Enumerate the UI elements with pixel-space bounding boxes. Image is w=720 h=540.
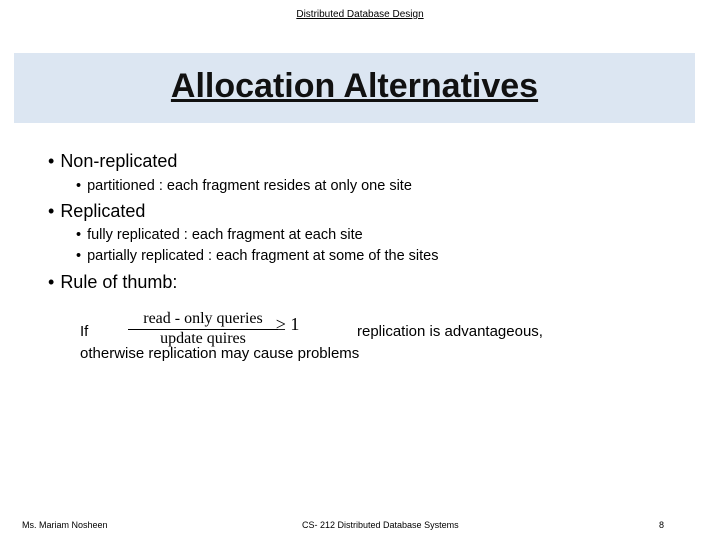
bullet-dot: • (48, 151, 55, 171)
rule-conclusion: replication is advantageous, (357, 323, 543, 340)
fraction-numerator: read - only queries (128, 310, 278, 330)
bullet-dot: • (76, 178, 82, 194)
footer-page-number: 8 (659, 520, 665, 530)
sub-bullet-text: partially replicated : each fragment at some of the sites (87, 248, 439, 264)
if-label: If (80, 323, 89, 340)
bullet-text: Rule of thumb: (60, 272, 178, 292)
bullet-text: Non-replicated (60, 151, 178, 171)
header-course-title: Distributed Database Design (296, 9, 424, 20)
bullet-dot: • (48, 201, 55, 221)
bullet-dot: • (76, 248, 82, 264)
bullet-replicated (48, 201, 145, 222)
bullet-dot: • (76, 227, 82, 243)
title-band (14, 53, 695, 123)
sub-bullet-text: partitioned : each fragment resides at only one site (87, 178, 412, 194)
bullet-text: Replicated (60, 201, 146, 221)
bullet-dot: • (48, 272, 55, 292)
footer-author: Ms. Mariam Nosheen (22, 520, 108, 530)
sub-bullet-text: fully replicated : each fragment at each site (87, 227, 363, 243)
slide-title: Allocation Alternatives (170, 67, 539, 105)
bullet-non-replicated (48, 151, 177, 172)
relation-geq-one: ≥ 1 (276, 314, 300, 334)
footer-course: CS- 212 Distributed Database Systems (302, 520, 459, 530)
sub-bullet-partitioned (76, 178, 412, 194)
sub-bullet-fully-replicated (76, 227, 363, 243)
ratio-fraction (128, 310, 278, 348)
sub-bullet-partially-replicated (76, 248, 438, 264)
bullet-rule-of-thumb (48, 272, 177, 293)
fraction-denominator: update quires (160, 330, 246, 347)
rule-otherwise: otherwise replication may cause problems (80, 345, 360, 362)
